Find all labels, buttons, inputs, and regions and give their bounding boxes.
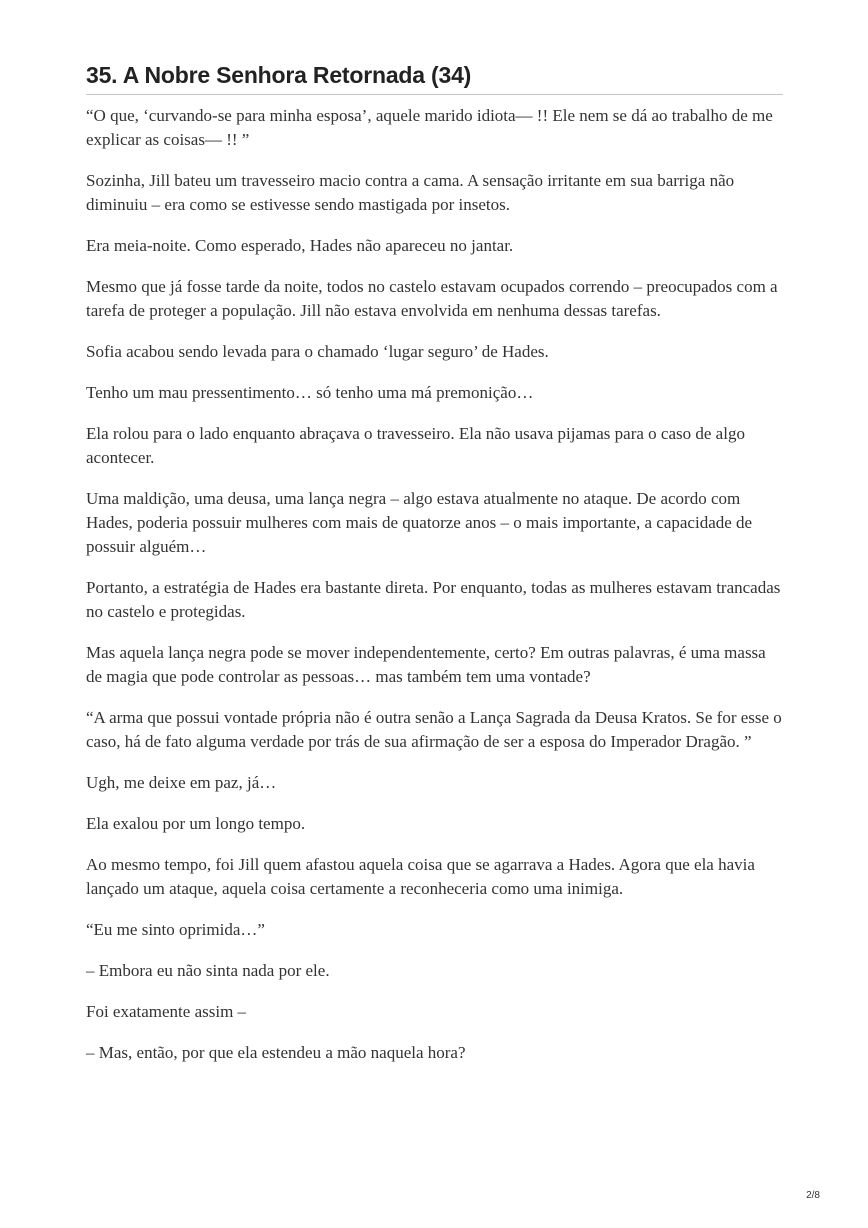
paragraph: Ela rolou para o lado enquanto abraçava o travesseiro. Ela não usava pijamas para o caso de algo acontecer. (86, 424, 745, 467)
paragraph: Portanto, a estratégia de Hades era bastante direta. Por enquanto, todas as mulheres estavam trancadas no castelo e protegidas. (86, 578, 781, 621)
paragraph: Ao mesmo tempo, foi Jill quem afastou aquela coisa que se agarrava a Hades. Agora que ela havia lançado um ataque, aquela coisa certamente a reconheceria como uma inimiga. (86, 855, 755, 898)
paragraph: Tenho um mau pressentimento… só tenho uma má premonição… (86, 383, 534, 402)
paragraph: Foi exatamente assim – (86, 1002, 247, 1021)
paragraph: Sofia acabou sendo levada para o chamado ‘lugar seguro’ de Hades. (86, 342, 549, 361)
paragraph: Ugh, me deixe em paz, já… (86, 773, 277, 792)
chapter-title: 35. A Nobre Senhora Retornada (34) (86, 62, 472, 88)
paragraph: Mas aquela lança negra pode se mover independentemente, certo? Em outras palavras, é uma massa de magia que pode controlar as pessoas… mas também tem uma vontade? (86, 643, 766, 686)
paragraph: – Mas, então, por que ela estendeu a mão naquela hora? (86, 1043, 466, 1062)
chapter-body (86, 104, 783, 1082)
paragraph: “Eu me sinto oprimida…” (86, 920, 265, 939)
paragraph: Ela exalou por um longo tempo. (86, 814, 306, 833)
paragraph: Sozinha, Jill bateu um travesseiro macio contra a cama. A sensação irritante em sua barriga não diminuiu – era como se estivesse sendo mastigada por insetos. (86, 171, 735, 214)
paragraph: “A arma que possui vontade própria não é outra senão a Lança Sagrada da Deusa Kratos. Se for esse o caso, há de fato alguma verdade por trás de sua afirmação de ser a esposa do Imperador Dragão. ” (86, 708, 782, 751)
page-number: 2/8 (806, 1190, 820, 1201)
paragraph: – Embora eu não sinta nada por ele. (86, 961, 330, 980)
paragraph: “O que, ‘curvando-se para minha esposa’, aquele marido idiota— !! Ele nem se dá ao trabalho de me explicar as coisas— !! ” (86, 106, 773, 149)
title-divider (86, 94, 783, 95)
paragraph: Era meia-noite. Como esperado, Hades não apareceu no jantar. (86, 236, 514, 255)
paragraph: Mesmo que já fosse tarde da noite, todos no castelo estavam ocupados correndo – preocupados com a tarefa de proteger a população. Jill não estava envolvida em nenhuma dessas tarefas. (86, 277, 778, 320)
paragraph: Uma maldição, uma deusa, uma lança negra – algo estava atualmente no ataque. De acordo com Hades, poderia possuir mulheres com mais de quatorze anos – o mais importante, a capacidade de possuir alguém… (86, 489, 753, 556)
